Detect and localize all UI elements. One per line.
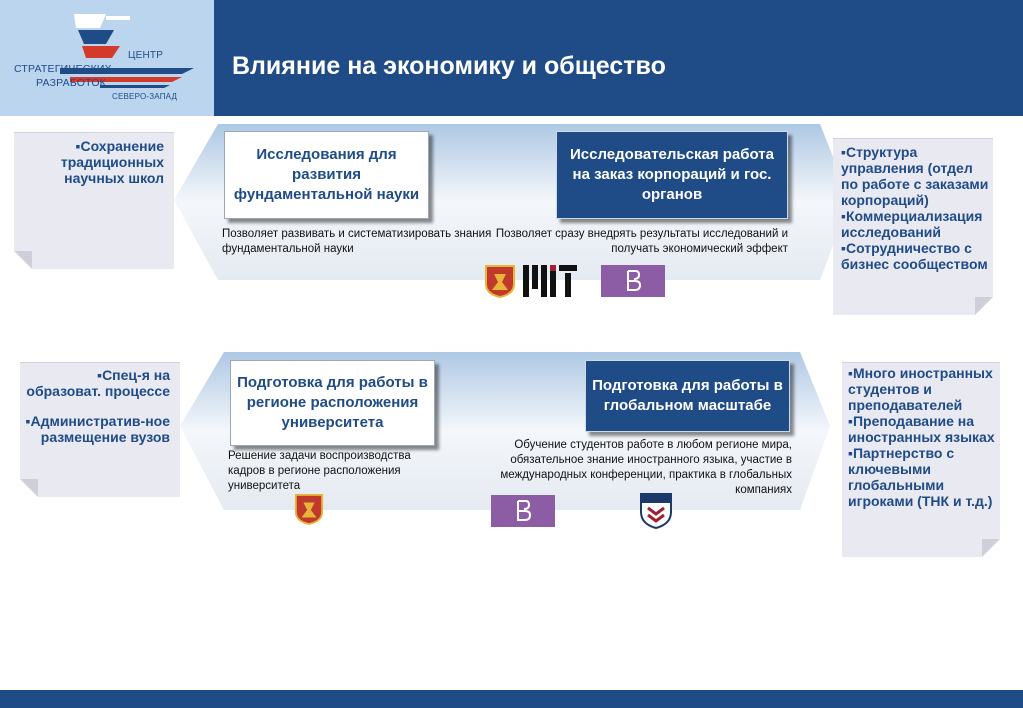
hse-mark-icon bbox=[622, 268, 644, 294]
row1-right-note bbox=[833, 138, 993, 315]
row2-card-global-training: Подготовка для работы в глобальном масштабе bbox=[585, 360, 790, 432]
row2-right-note-item: ▪Партнерство с ключевыми глобальными игроками (ТНК и т.д.) bbox=[848, 445, 993, 509]
row1-desc-right: Позволяет сразу внедрять результаты исследований и получать экономический эффект bbox=[495, 228, 788, 255]
row2-left-note-text bbox=[20, 367, 170, 445]
row2-desc-right: Обучение студентов работе в любом регионе мира, обязательное знание иностранного языка, участие в международных конференции, практика в глобальных компаниях bbox=[500, 439, 792, 496]
row2-right-note-text bbox=[848, 365, 1000, 509]
row2-right-note-item: ▪Преподавание на иностранных языках bbox=[848, 413, 995, 445]
row2-right-note bbox=[842, 362, 1000, 557]
page-fold bbox=[14, 251, 32, 269]
row1-card-fundamental-research: Исследования для развития фундаментальной науки bbox=[224, 131, 429, 219]
logo-text-development: РАЗРАБОТОК bbox=[36, 77, 106, 89]
row1-right-note-item: ▪Сотрудничество с бизнес сообществом bbox=[841, 240, 988, 272]
hse-mark-icon bbox=[512, 498, 534, 524]
page-title: Влияние на экономику и общество bbox=[232, 52, 666, 80]
row2-left-note-item: ▪Административ-ное размещение вузов bbox=[25, 413, 170, 445]
row1-right-note-item: ▪Структура управления (отдел по работе с заказами корпораций) bbox=[841, 144, 989, 208]
page-fold bbox=[982, 539, 1000, 557]
mit-logo-icon bbox=[523, 265, 579, 297]
logo-text-strategic: СТРАТЕГИЧЕСКИХ bbox=[14, 63, 112, 75]
row2-card-regional-training: Подготовка для работы в регионе расположения университета bbox=[230, 360, 435, 446]
shield-emblem-icon bbox=[294, 492, 324, 526]
shield-emblem-icon bbox=[484, 264, 516, 298]
row1-right-note-text bbox=[841, 144, 993, 272]
row1-left-note bbox=[14, 132, 174, 269]
row2-right-note-item: ▪Много иностранных студентов и преподавателей bbox=[848, 365, 993, 413]
row2-left-note-item: ▪Спец-я на образоват. процессе bbox=[26, 367, 170, 399]
row2-left-note bbox=[20, 362, 180, 497]
row1-card-contract-research: Исследовательская работа на заказ корпораций и гос. органов bbox=[556, 131, 788, 219]
row2-desc-left: Решение задачи воспроизводства кадров в регионе расположения университета bbox=[228, 450, 411, 492]
penn-shield-icon bbox=[639, 492, 673, 530]
row1-left-note-text: ▪Сохранение традиционных научных школ bbox=[60, 138, 164, 186]
logo-text-center: ЦЕНТР bbox=[128, 50, 164, 61]
logo-text-northwest: СЕВЕРО-ЗАПАД bbox=[112, 92, 178, 101]
row1-desc-left: Позволяет развивать и систематизировать знания фундаментальной науки bbox=[222, 228, 492, 255]
footer-band bbox=[0, 690, 1023, 708]
page-fold bbox=[975, 297, 993, 315]
hse-logo-icon bbox=[601, 265, 665, 297]
page-fold bbox=[20, 479, 38, 497]
row1-right-note-item: ▪Коммерциализация исследований bbox=[841, 208, 983, 240]
hse-logo-icon bbox=[491, 495, 555, 527]
